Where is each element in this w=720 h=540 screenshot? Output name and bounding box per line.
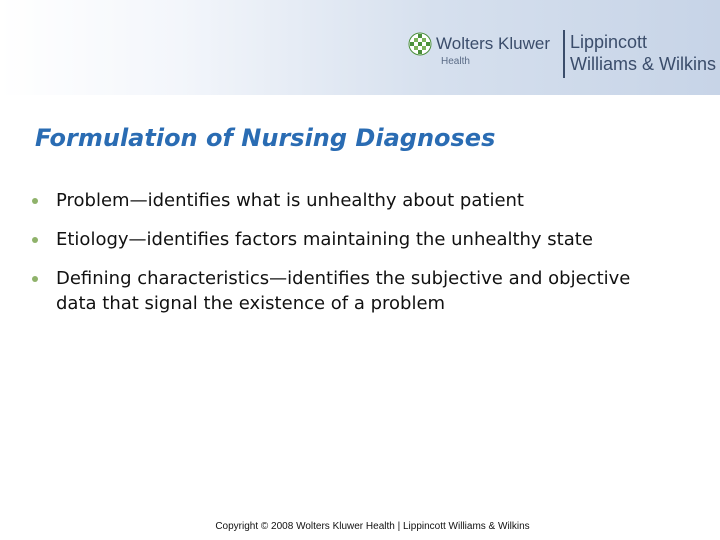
bullet-list: [30, 188, 670, 330]
wolters-kluwer-wordmark: Wolters Kluwer: [436, 34, 550, 53]
copyright-footer: Copyright © 2008 Wolters Kluwer Health | Lippincott Williams & Wilkins: [215, 521, 530, 532]
bullet-item-defining-characteristics: [30, 266, 670, 316]
bullet-marker: [32, 276, 38, 282]
health-subtitle: Health: [441, 56, 470, 67]
bullet-text: Etiology—identifies factors maintaining the unhealthy state: [56, 229, 593, 250]
bullet-item-problem: [30, 188, 670, 213]
lippincott-wordmark: Lippincott: [570, 32, 648, 52]
bullet-item-etiology: [30, 227, 670, 252]
bullet-text: Problem—identifies what is unhealthy about patient: [56, 190, 524, 211]
bullet-text: Defining characteristics—identifies the subjective and objective data that signal the existence of a problem: [56, 268, 631, 314]
bullet-marker: [32, 237, 38, 243]
wolters-kluwer-globe-icon: [408, 32, 432, 56]
header-band: [0, 0, 720, 95]
bullet-marker: [32, 198, 38, 204]
logo-divider: [563, 30, 565, 78]
slide-title: Formulation of Nursing Diagnoses: [35, 124, 496, 152]
williams-wilkins-wordmark: Williams & Wilkins: [570, 54, 716, 74]
